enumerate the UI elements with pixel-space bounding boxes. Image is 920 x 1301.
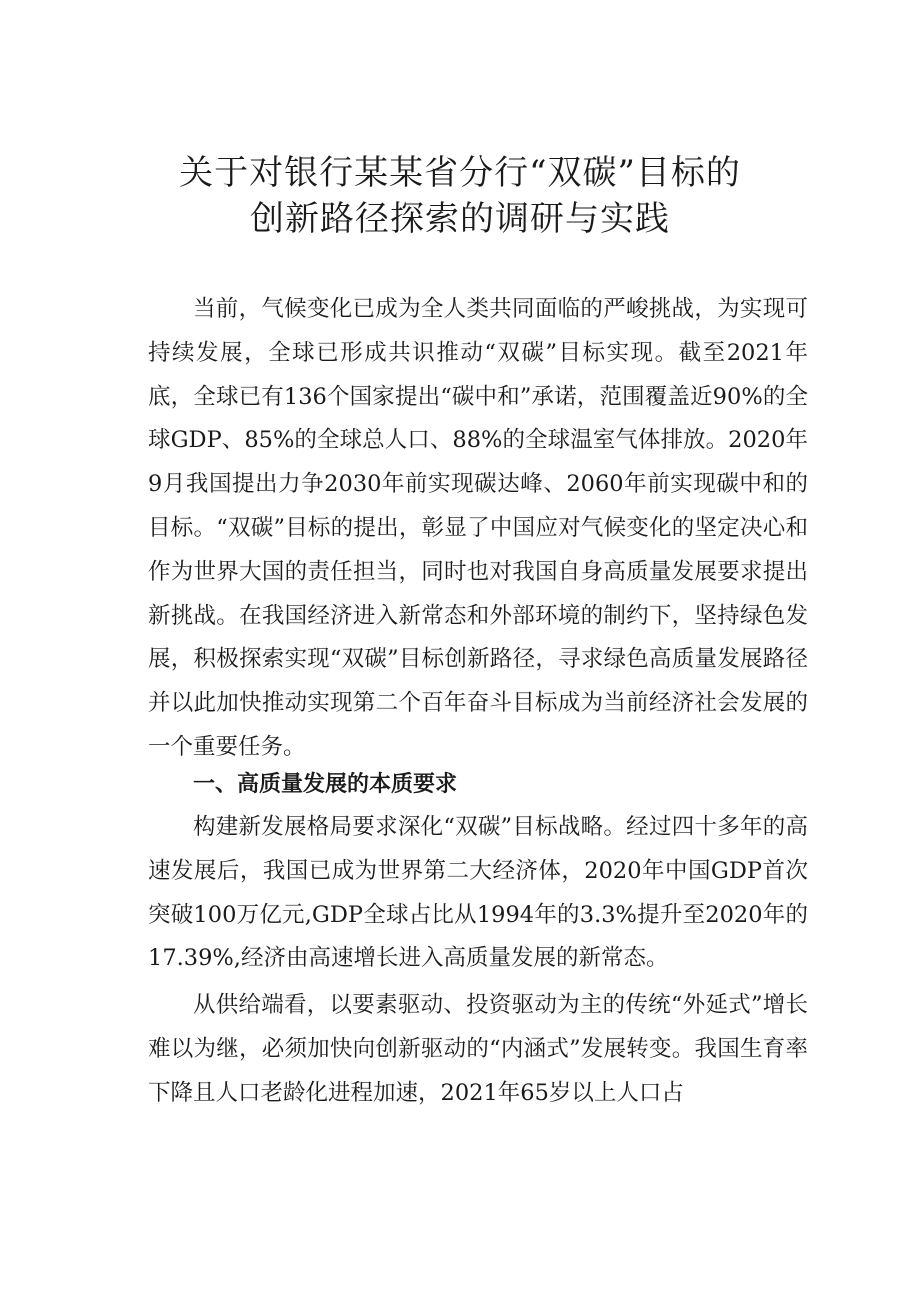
section-heading: 一、高质量发展的本质要求 bbox=[193, 772, 458, 797]
document-title-line-1: 关于对银行某某省分行“双碳”目标的 bbox=[179, 153, 741, 193]
paragraph-new-development: 构建新发展格局要求深化“双碳”目标战略。经过四十多年的高速发展后，我国已成为世界第二大经济体，2020年中国GDP首次突破100万亿元,GDP全球占比从1994年的3.3%提升至2020年的17.39%,经济由高速增长进入高质量发展的新常态。 bbox=[148, 814, 808, 972]
document-title-line-2: 创新路径探索的调研与实践 bbox=[250, 199, 670, 239]
paragraph-supply-side: 从供给端看，以要素驱动、投资驱动为主的传统“外延式”增长难以为继，必须加快向创新驱动的“内涵式”发展转变。我国生育率下降且人口老龄化进程加速，2021年65岁以上人口占 bbox=[148, 992, 808, 1106]
paragraph-intro: 当前，气候变化已成为全人类共同面临的严峻挑战，为实现可持续发展，全球已形成共识推动“双碳”目标实现。截至2021年底，全球已有136个国家提出“碳中和”承诺，范围覆盖近90%的全球GDP、85%的全球总人口、88%的全球温室气体排放。2020年9月我国提出力争2030年前实现碳达峰、2060年前实现碳中和的目标。“双碳”目标的提出，彰显了中国应对气候变化的坚定决心和作为世界大国的责任担当，同时也对我国自身高质量发展要求提出新挑战。在我国经济进入新常态和外部环境的制约下，坚持绿色发展，积极探索实现“双碳”目标创新路径，寻求绿色高质量发展路径并以此加快推动实现第二个百年奋斗目标成为当前经济社会发展的一个重要任务。 bbox=[148, 296, 808, 760]
